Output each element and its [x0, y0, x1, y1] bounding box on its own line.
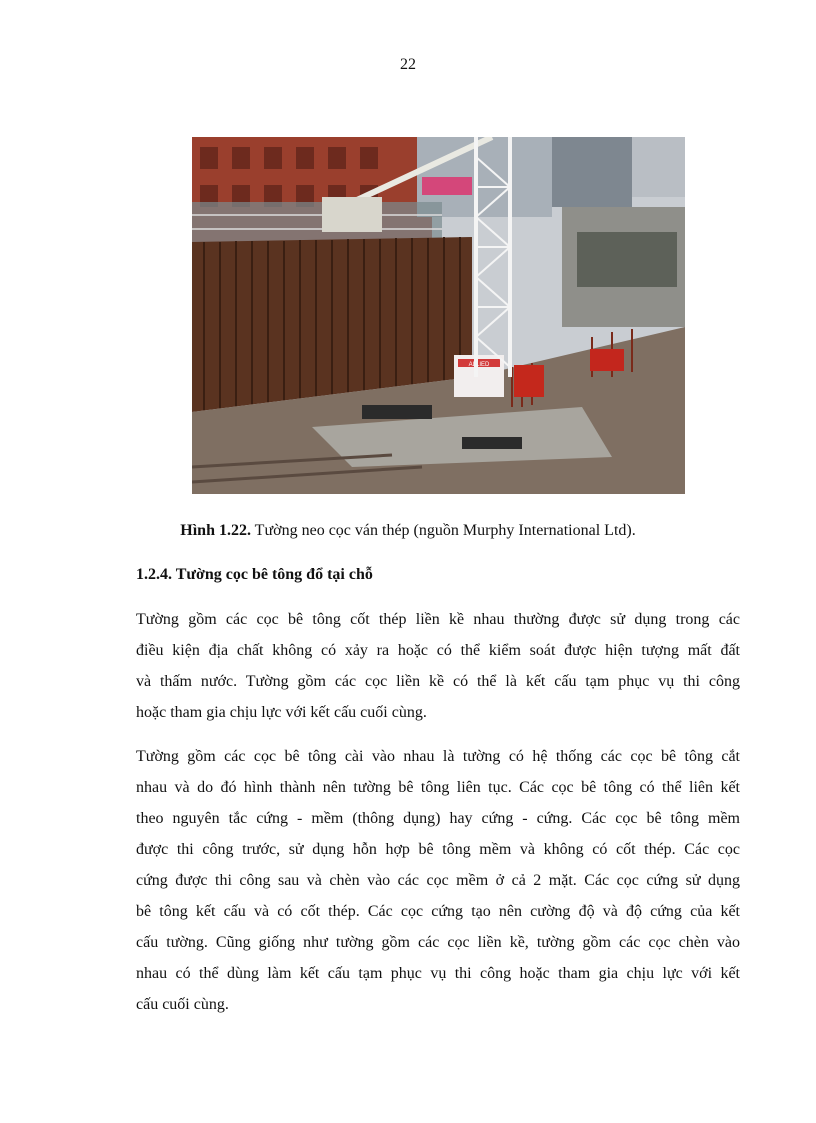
paragraph-line: bê tông kết cấu và có cốt thép. Các cọc cứng tạo nên cường độ và độ cứng của kết: [136, 903, 740, 920]
figure-caption: [0, 522, 816, 540]
paragraph-line: điều kiện địa chất không có xảy ra hoặc có thể kiểm soát được hiện tượng mất đất: [136, 642, 740, 659]
paragraph-line: Tường gồm các cọc bê tông cốt thép liền kề nhau thường được sử dụng trong các: [136, 611, 740, 628]
figure-caption-text: Tường neo cọc ván thép (nguồn Murphy International Ltd).: [250, 522, 636, 539]
paragraph-1: [136, 604, 740, 728]
paragraph-line: Tường gồm các cọc bê tông cài vào nhau là tường có hệ thống các cọc bê tông cắt: [136, 748, 740, 765]
paragraph-line: theo nguyên tắc cứng - mềm (thông dụng) hay cứng - cứng. Các cọc bê tông mềm: [136, 810, 740, 827]
site-box-logo: ALLIED: [468, 362, 490, 368]
page-number: 22: [400, 56, 416, 73]
paragraph-line: và thấm nước. Tường gồm các cọc liền kề có thể là kết cấu tạm phục vụ thi công: [136, 673, 740, 690]
paragraph-line: cấu tường. Cũng giống như tường gồm các cọc liền kề, tường gồm các cọc chèn vào: [136, 934, 740, 951]
construction-site-photo: [192, 137, 685, 494]
paragraph-line: nhau có thể dùng làm kết cấu tạm phục vụ thi công hoặc tham gia chịu lực với kết: [136, 965, 740, 982]
section-heading: 1.2.4. Tường cọc bê tông đổ tại chỗ: [136, 566, 373, 583]
paragraph-2: [136, 741, 740, 1020]
paragraph-line: nhau và do đó hình thành nên tường bê tông liên tục. Các cọc bê tông có thể liên kết: [136, 779, 740, 796]
paragraph-line: được thi công trước, sử dụng hỗn hợp bê tông mềm và không có cốt thép. Các cọc: [136, 841, 740, 858]
paragraph-line: cứng được thi công sau và chèn vào các cọc mềm ở cả 2 mặt. Các cọc cứng sử dụng: [136, 872, 740, 889]
figure-label: Hình 1.22.: [180, 522, 251, 539]
figure-photo: [192, 137, 685, 494]
paragraph-line: cấu cuối cùng.: [136, 996, 229, 1013]
paragraph-line: hoặc tham gia chịu lực với kết cấu cuối cùng.: [136, 704, 427, 721]
